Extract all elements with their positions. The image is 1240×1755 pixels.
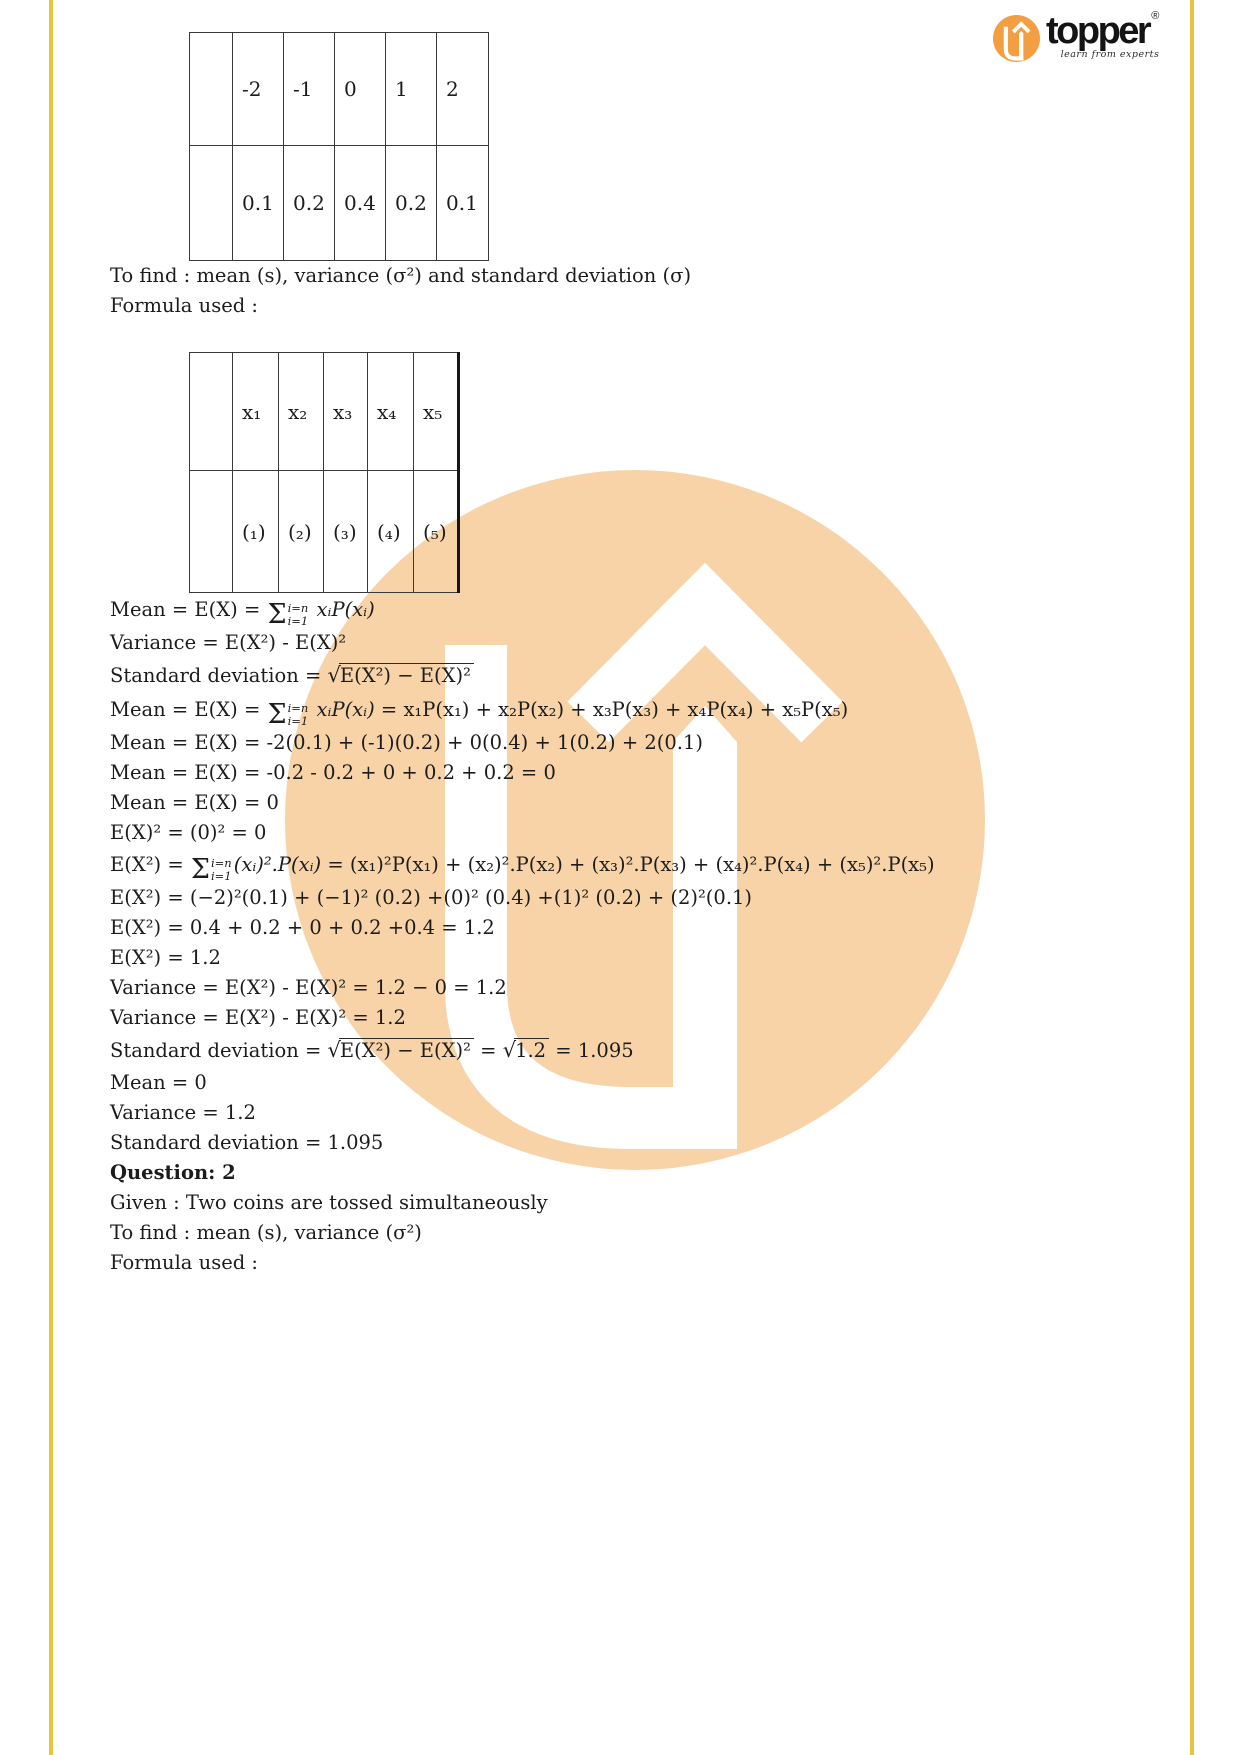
- table-cell: (₂): [279, 471, 324, 593]
- sd-calc-line: [110, 1033, 1100, 1068]
- table-row: [190, 33, 489, 146]
- sum-upper-limit: i=n: [287, 600, 309, 615]
- sum-upper-limit: i=n: [287, 700, 309, 715]
- question-2-to-find: To find : mean (s), variance (σ²): [110, 1221, 422, 1244]
- final-variance-line: Variance = 1.2: [110, 1101, 256, 1124]
- probability-distribution-table: [189, 32, 489, 261]
- registered-mark: ®: [1151, 10, 1160, 22]
- sum-upper-limit: i=n: [210, 855, 232, 870]
- ex2-result-line: E(X²) = 1.2: [110, 946, 221, 969]
- formula-mean-definition: [110, 593, 1100, 628]
- mean-substitution-line: Mean = E(X) = -2(0.1) + (-1)(0.2) + 0(0.4) + 1(0.2) + 2(0.1): [110, 731, 703, 754]
- brand-name: topper: [1046, 10, 1150, 52]
- table-cell: 0.4: [335, 146, 386, 261]
- sum-lower-limit: i=1: [287, 613, 309, 628]
- to-find-text: To find : mean (s), variance (σ²) and standard deviation (σ): [110, 264, 692, 287]
- table-cell: (₅): [414, 471, 459, 593]
- u-arrow-icon: [993, 15, 1040, 62]
- formula-text: Mean = E(X) =: [110, 698, 267, 721]
- table-cell: [190, 146, 233, 261]
- table-cell: (₁): [233, 471, 279, 593]
- table-cell: x₄: [368, 353, 414, 471]
- table-cell: -2: [233, 33, 284, 146]
- radicand: E(X²) − E(X)²: [339, 663, 474, 687]
- table-cell: 0: [335, 33, 386, 146]
- brand-wordmark: [1046, 12, 1159, 60]
- table-cell: x₃: [324, 353, 368, 471]
- formula-text: = 1.095: [549, 1039, 634, 1062]
- table-cell: 0.2: [284, 146, 335, 261]
- ex2-substitution-line: E(X²) = (−2)²(0.1) + (−1)² (0.2) +(0)² (0.4) +(1)² (0.2) + (2)²(0.1): [110, 886, 753, 909]
- table-cell: 0.2: [386, 146, 437, 261]
- formula-text: xᵢP(xᵢ): [310, 598, 375, 621]
- sigma-symbol: Σ: [267, 699, 287, 730]
- formula-text: E(X²) =: [110, 853, 190, 876]
- table-cell: 2: [437, 33, 489, 146]
- brand-logo: [993, 12, 1159, 62]
- table-cell: x₂: [279, 353, 324, 471]
- formula-text: xᵢP(xᵢ): [310, 698, 375, 721]
- formula-text: =: [473, 1039, 503, 1062]
- table-cell: 0.1: [233, 146, 284, 261]
- table-row: [190, 146, 489, 261]
- variables-table: [189, 352, 460, 593]
- formula-text: = (x₁)²P(x₁) + (x₂)².P(x₂) + (x₃)².P(x₃) + (x₄)².P(x₄) + (x₅)².P(x₅): [321, 853, 935, 876]
- variance-result-line: Variance = E(X²) - E(X)² = 1.2: [110, 1006, 406, 1029]
- table-cell: [190, 471, 233, 593]
- formula-text: Mean = E(X) =: [110, 598, 267, 621]
- sqrt-symbol: √: [327, 663, 341, 687]
- sigma-notation: [268, 701, 309, 728]
- sigma-symbol: Σ: [267, 599, 287, 630]
- page-border-left: [49, 0, 53, 1755]
- radicand: E(X²) − E(X)²: [339, 1038, 474, 1062]
- sqrt-symbol: √: [327, 1038, 341, 1062]
- formula-used-label: Formula used :: [110, 294, 258, 317]
- question-2-title: Question: 2: [110, 1161, 236, 1184]
- final-mean-line: Mean = 0: [110, 1071, 207, 1094]
- formula-text: Standard deviation =: [110, 1039, 328, 1062]
- formula-text: = x₁P(x₁) + x₂P(x₂) + x₃P(x₃) + x₄P(x₄) + x₅P(x₅): [374, 698, 849, 721]
- formula-text: Standard deviation =: [110, 664, 328, 687]
- mean-sum-line: Mean = E(X) = -0.2 - 0.2 + 0 + 0.2 + 0.2 = 0: [110, 761, 556, 784]
- formula-ex2-expanded: [110, 848, 1100, 883]
- table-cell: x₁: [233, 353, 279, 471]
- table-cell: 0.1: [437, 146, 489, 261]
- formula-variance-definition: Variance = E(X²) - E(X)²: [110, 631, 347, 654]
- sigma-symbol: Σ: [190, 854, 210, 885]
- sigma-notation: [268, 601, 309, 628]
- sigma-notation: [191, 856, 232, 883]
- radicand: 1.2: [514, 1038, 549, 1062]
- variance-calc-line: Variance = E(X²) - E(X)² = 1.2 − 0 = 1.2: [110, 976, 507, 999]
- sqrt-symbol: √: [502, 1038, 517, 1062]
- table-cell: [190, 353, 233, 471]
- question-2-given: Given : Two coins are tossed simultaneously: [110, 1191, 548, 1214]
- table-row: [190, 471, 459, 593]
- table-cell: (₃): [324, 471, 368, 593]
- table-cell: -1: [284, 33, 335, 146]
- formula-text: (xᵢ)².P(xᵢ): [233, 853, 322, 876]
- sum-lower-limit: i=1: [210, 868, 232, 883]
- brand-tagline: learn from experts: [1060, 48, 1160, 60]
- ex2-sum-line: E(X²) = 0.4 + 0.2 + 0 + 0.2 +0.4 = 1.2: [110, 916, 495, 939]
- table-row: [190, 353, 459, 471]
- formula-sd-definition: [110, 658, 1100, 693]
- table-cell: [190, 33, 233, 146]
- formula-mean-expanded: [110, 693, 1100, 728]
- question-2-formula-used: Formula used :: [110, 1251, 258, 1274]
- page-border-right: [1190, 0, 1194, 1755]
- table-cell: x₅: [414, 353, 459, 471]
- mean-result-line: Mean = E(X) = 0: [110, 791, 279, 814]
- final-sd-line: Standard deviation = 1.095: [110, 1131, 384, 1154]
- document-body: [110, 0, 1100, 1278]
- sum-lower-limit: i=1: [287, 713, 309, 728]
- table-cell: 1: [386, 33, 437, 146]
- ex-squared-line: E(X)² = (0)² = 0: [110, 821, 267, 844]
- table-cell: (₄): [368, 471, 414, 593]
